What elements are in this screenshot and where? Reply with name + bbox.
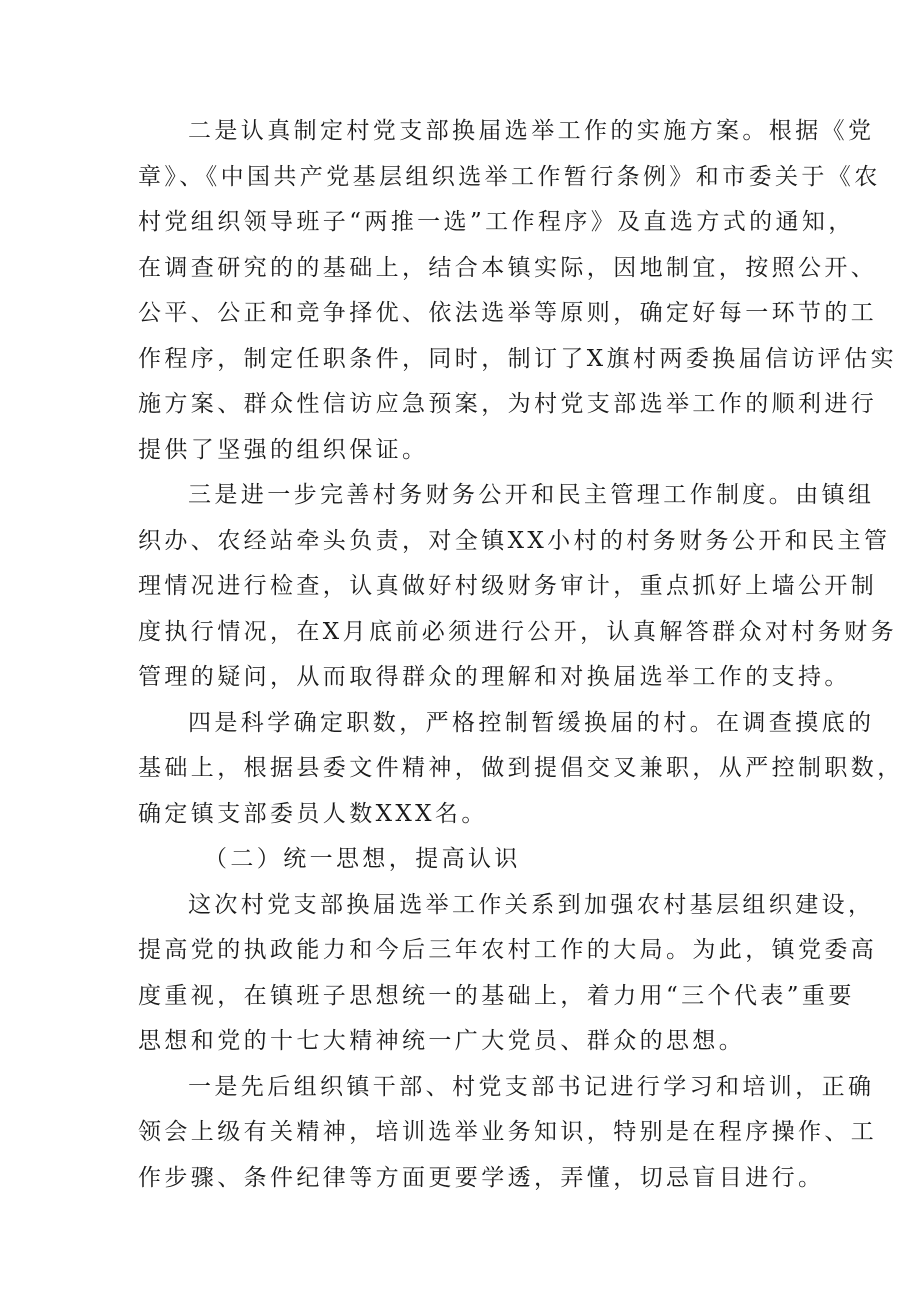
text-line: 章》、《中国共产党基层组织选举工作暂行条例》和市委关于《农 — [138, 163, 881, 190]
paragraph-implementation-plan — [138, 109, 897, 473]
text-line: 确定镇支部委员人数XXX名。 — [138, 800, 488, 827]
text-line: 织办、农经站牵头负责，对全镇XX小村的村务财务公开和民主管 — [138, 527, 891, 554]
section-heading — [138, 837, 798, 883]
text-line: 度重视，在镇班子思想统一的基础上，着力用“三个代表”重要 — [138, 982, 855, 1009]
section-heading-text: （二）统一思想，提高认识 — [204, 846, 521, 872]
text-line: 三是进一步完善村务财务公开和民主管理工作制度。由镇组 — [188, 482, 875, 508]
text-line: 在调查研究的的基础上，结合本镇实际，因地制宜，按照公开、 — [138, 254, 878, 281]
text-line: 作步骤、条件纪律等方面更要学透，弄懂，切忌盲目进行。 — [138, 1164, 825, 1191]
text-line: 领会上级有关精神，培训选举业务知识，特别是在程序操作、工 — [138, 1119, 878, 1145]
text-line: 理情况进行检查，认真做好村级财务审计，重点抓好上墙公开制 — [138, 573, 878, 599]
text-line: 村党组织领导班子“两推一选”工作程序》及直选方式的通知， — [138, 209, 855, 235]
text-line: 这次村党支部换届选举工作关系到加强农村基层组织建设， — [188, 891, 875, 918]
paragraph-position-count — [138, 701, 904, 838]
text-line: 作程序，制定任职条件，同时，制订了X旗村两委换届信访评估实 — [138, 345, 897, 372]
paragraph-financial-disclosure — [138, 473, 897, 701]
text-line: 施方案、群众性信访应急预案，为村党支部选举工作的顺利进行 — [138, 391, 878, 417]
text-line: 一是先后组织镇干部、村党支部书记进行学习和培训，正确 — [188, 1073, 875, 1100]
text-line: 提供了坚强的组织保证。 — [138, 436, 429, 463]
document-body — [138, 109, 904, 1201]
text-line: 度执行情况，在X月底前必须进行公开，认真解答群众对村务财务 — [138, 618, 897, 645]
paragraph-training — [138, 1065, 878, 1202]
text-line: 管理的疑问，从而取得群众的理解和对换届选举工作的支持。 — [138, 664, 851, 690]
text-line: 思想和党的十七大精神统一广大党员、群众的思想。 — [138, 1028, 746, 1054]
text-line: 提高党的执政能力和今后三年农村工作的大局。为此，镇党委高 — [138, 937, 878, 963]
text-line: 基础上，根据县委文件精神，做到提倡交叉兼职，从严控制职数， — [138, 755, 904, 781]
text-line: 公平、公正和竞争择优、依法选举等原则，确定好每一环节的工 — [138, 300, 878, 326]
paragraph-unify-thinking — [138, 883, 878, 1065]
text-line: 二是认真制定村党支部换届选举工作的实施方案。根据《党 — [188, 118, 875, 144]
text-line: 四是科学确定职数，严格控制暂缓换届的村。在调查摸底的 — [188, 709, 875, 736]
